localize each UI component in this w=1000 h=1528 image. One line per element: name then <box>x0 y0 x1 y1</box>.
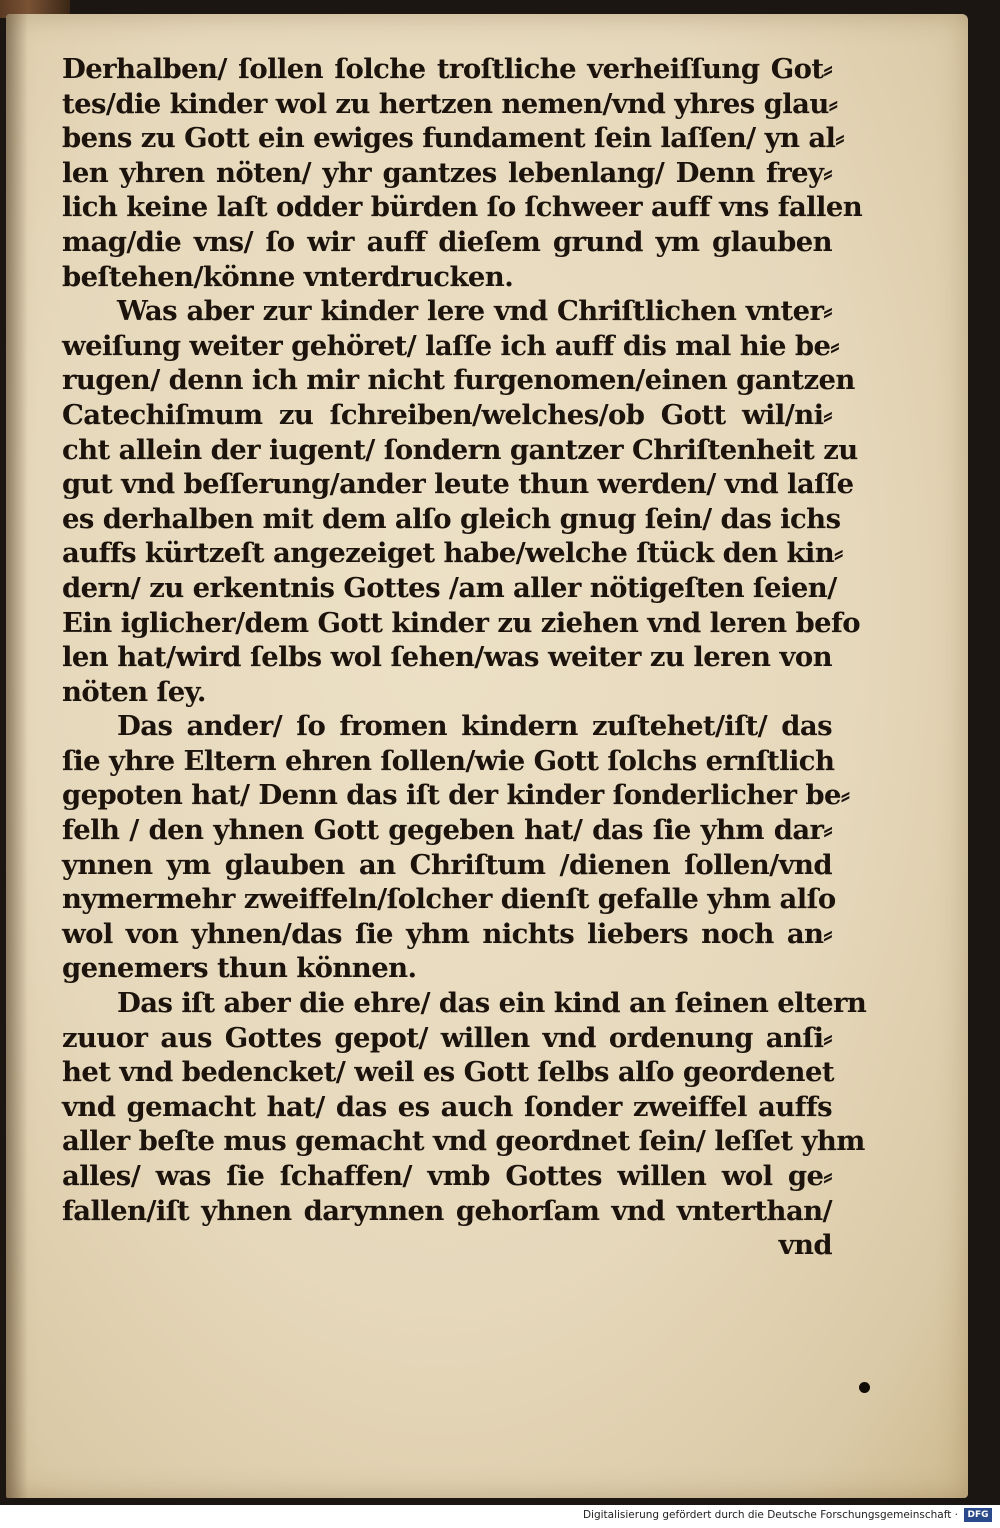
text-line: felh / den yhnen Gott gegeben hat/ das ſie yhm dar⸗ <box>62 814 832 847</box>
ink-speck <box>859 1382 870 1393</box>
text-line: weiſung weiter gehöret/ laſſe ich auff dis mal hie be⸗ <box>62 329 839 362</box>
text-line: auffs kürtzeſt angezeiget habe/welche ſtück den kin⸗ <box>62 537 843 570</box>
text-line: Catechiſmum zu ſchreiben/welches/ob Gott wil/ni⸗ <box>62 398 832 431</box>
text-line: Derhalben/ ſollen ſolche troſtliche verheiſſung Got⸗ <box>62 53 832 85</box>
text-line: lich keine laſt odder bürden ſo ſchweer auff vns fallen <box>62 191 863 224</box>
text-line: aller beſte mus gemacht vnd geordnet ſein/ leſſet yhm <box>62 1125 865 1158</box>
text-line: ynnen ym glauben an Chriſtum /dienen ſollen/vnd <box>62 848 832 881</box>
text-line: genemers thun können. <box>62 952 417 985</box>
text-line: tes/die kinder wol zu hertzen nemen/vnd yhres glau⸗ <box>62 87 838 120</box>
funding-credit: Digitalisierung gefördert durch die Deutsche Forschungsgemeinschaft · <box>582 1509 958 1521</box>
text-line: Ein iglicher/dem Gott kinder zu ziehen vnd leren befo <box>62 606 860 639</box>
text-line: len hat/wird ſelbs wol ſehen/was weiter zu leren von <box>62 641 832 674</box>
text-line: Was aber zur kinder lere vnd Chriſtlichen vnter⸗ <box>117 295 832 328</box>
text-line: len yhren nöten/ yhr gantzes lebenlang/ Denn frey⸗ <box>62 156 832 189</box>
dfg-logo: DFG <box>964 1508 992 1522</box>
text-line: bens zu Gott ein ewiges fundament ſein laſſen/ yn al⸗ <box>62 122 844 155</box>
text-line: wol von yhnen/das ſie yhm nichts liebers noch an⸗ <box>62 917 832 950</box>
text-line: alles/ was ſie ſchaffen/ vmb Gottes willen wol ge⸗ <box>62 1160 832 1192</box>
text-line: het vnd bedencket/ weil es Gott ſelbs alſo geordenet <box>62 1056 834 1089</box>
text-line: cht allein der iugent/ ſondern gantzer Chriſtenheit zu <box>62 433 858 466</box>
page-text-block <box>62 52 867 1263</box>
catchword: vnd <box>778 1229 832 1262</box>
text-line: mag/die vns/ ſo wir auff dieſem grund ym glauben <box>62 225 832 258</box>
text-line: zuuor aus Gottes gepot/ willen vnd ordenung anſi⸗ <box>62 1021 832 1054</box>
text-line: gut vnd beſſerung/ander leute thun werden/ vnd laſſe <box>62 468 854 501</box>
text-line: Das ander/ ſo fromen kindern zuſtehet/iſt/ das <box>117 710 832 743</box>
page-gutter-shadow <box>6 14 28 1498</box>
text-line: ſie yhre Eltern ehren ſollen/wie Gott ſolchs ernſtlich <box>62 744 835 777</box>
text-line: vnd gemacht hat/ das es auch ſonder zweiffel auffs <box>62 1090 832 1123</box>
text-line: fallen/iſt yhnen darynnen gehorſam vnd vnterthan/ <box>62 1194 832 1227</box>
text-line: es derhalben mit dem alſo gleich gnug ſein/ das ichs <box>62 502 841 535</box>
text-line: gepoten hat/ Denn das iſt der kinder ſonderlicher be⸗ <box>62 779 850 812</box>
text-line: nymermehr zweiffeln/ſolcher dienſt gefalle yhm alſo <box>62 883 836 916</box>
text-line: beſtehen/könne vnterdrucken. <box>62 260 514 293</box>
text-line: Das iſt aber die ehre/ das ein kind an ſeinen eltern <box>117 987 867 1020</box>
text-line: rugen/ denn ich mir nicht furgenomen/einen gantzen <box>62 364 855 397</box>
text-line: dern/ zu erkentnis Gottes /am aller nötigeſten ſeien/ <box>62 571 837 604</box>
text-line: nöten ſey. <box>62 675 206 708</box>
